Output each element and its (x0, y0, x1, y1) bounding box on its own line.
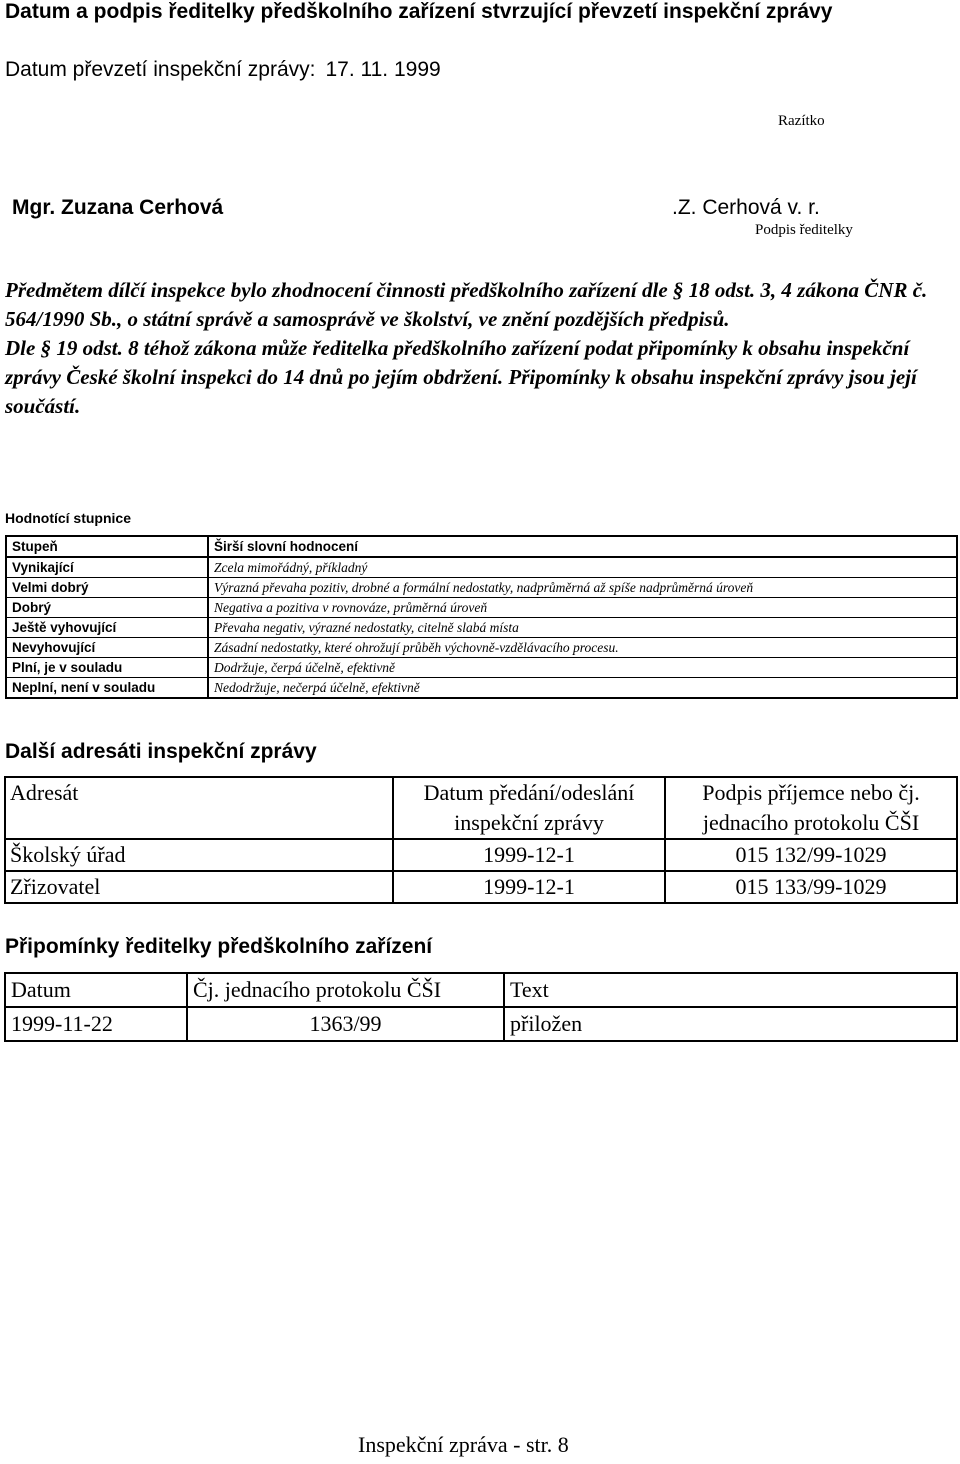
handover-date-value: 17. 11. 1999 (325, 58, 441, 81)
table-row (6, 618, 957, 638)
header-date-line-1: Datum předání/odeslání (423, 780, 635, 805)
subject-text-1: Předmětem dílčí inspekce bylo zhodnocení činnosti předškolního zařízení dle (5, 278, 673, 302)
subject-text-2: 18 odst. 3, 4 zákona ČNR č. 564/1990 Sb., o státní správě a samosprávě ve školství, ve znění pozdějších předpisů. (5, 278, 928, 331)
text-cell: přiložen (504, 1007, 957, 1041)
addressee-cell: Zřizovatel (5, 871, 393, 903)
degree-cell: Velmi dobrý (6, 578, 208, 598)
table-row (6, 638, 957, 658)
header-ref: Čj. jednacího protokolu ČŠI (187, 973, 504, 1007)
date-cell: 1999-12-1 (393, 839, 665, 871)
description-cell: Negativa a pozitiva v rovnováze, průměrná úroveň (208, 598, 957, 618)
table-row (5, 1007, 957, 1041)
header-date-line-2: inspekční zprávy (454, 810, 604, 835)
header-description: Širší slovní hodnocení (208, 536, 957, 557)
description-cell: Zásadní nedostatky, které ohrožují průběh výchovně-vzdělávacího procesu. (208, 638, 957, 658)
table-row (6, 578, 957, 598)
date-cell: 1999-12-1 (393, 871, 665, 903)
ref-cell: 015 133/99-1029 (665, 871, 957, 903)
ref-cell: 1363/99 (187, 1007, 504, 1041)
degree-cell: Dobrý (6, 598, 208, 618)
header-signature (665, 777, 957, 839)
degree-cell: Vynikající (6, 557, 208, 578)
page-footer: Inspekční zpráva - str. 8 (358, 1432, 569, 1457)
subject-text-3: Dle (5, 336, 41, 360)
section-sign: § (672, 278, 684, 302)
degree-cell: Ještě vyhovující (6, 618, 208, 638)
recipients-title: Další adresáti inspekční zprávy (5, 740, 317, 763)
recipients-table (4, 776, 958, 904)
description-cell: Nedodržuje, nečerpá účelně, efektivně (214, 680, 420, 695)
stamp-label: Razítko (778, 113, 825, 129)
handover-date-label: Datum převzetí inspekční zprávy: (5, 58, 316, 81)
page-heading: Datum a podpis ředitelky předškolního zařízení stvrzující převzetí inspekční zprávy (5, 0, 833, 23)
addressee-cell: Školský úřad (5, 839, 393, 871)
subject-text-4: 19 odst. 8 téhož zákona může ředitelka předškolního zařízení podat připomínky k obsahu inspekční zprávy České školní inspekci do 14 dnů po jejím obdržení. Připomínky k obsahu inspekční zprávy jsou její součástí. (5, 336, 917, 418)
table-row (6, 557, 957, 578)
comments-table (4, 972, 958, 1042)
section-sign: § (40, 336, 52, 360)
header-signature-line-2: jednacího protokolu ČŠI (702, 810, 920, 835)
rating-scale-table (5, 535, 958, 699)
table-row (6, 678, 957, 699)
table-header-row (5, 973, 957, 1007)
ref-cell: 015 132/99-1029 (665, 839, 957, 871)
director-name: Mgr. Zuzana Cerhová (12, 196, 224, 219)
description-cell: Zcela mimořádný, příkladný (208, 557, 957, 578)
header-date (393, 777, 665, 839)
table-header-row (6, 536, 957, 557)
degree-cell: Nevyhovující (6, 638, 208, 658)
table-row (6, 598, 957, 618)
signature-label: Podpis ředitelky (755, 222, 853, 238)
scale-title: Hodnotící stupnice (5, 510, 131, 526)
table-header-row (5, 777, 957, 839)
comments-title: Připomínky ředitelky předškolního zařízení (5, 935, 433, 958)
table-row (6, 658, 957, 678)
table-row (5, 839, 957, 871)
degree-cell: Neplní, není v souladu (6, 678, 208, 699)
description-cell: Převaha negativ, výrazné nedostatky, citelně slabá místa (208, 618, 957, 638)
degree-cell: Plní, je v souladu (6, 658, 208, 678)
header-signature-line-1: Podpis příjemce nebo čj. (702, 780, 920, 805)
director-signature: .Z. Cerhová v. r. (672, 196, 820, 219)
table-row (5, 871, 957, 903)
inspection-subject-paragraph (5, 276, 955, 421)
header-degree: Stupeň (6, 536, 208, 557)
description-cell: Dodržuje, čerpá účelně, efektivně (208, 658, 957, 678)
date-cell: 1999-11-22 (5, 1007, 187, 1041)
header-addressee: Adresát (5, 777, 393, 839)
description-cell: Výrazná převaha pozitiv, drobné a formální nedostatky, nadprůměrná až spíše nadprůměrná úroveň (208, 578, 957, 598)
header-date: Datum (5, 973, 187, 1007)
handover-date-line (5, 58, 441, 82)
header-text: Text (504, 973, 957, 1007)
